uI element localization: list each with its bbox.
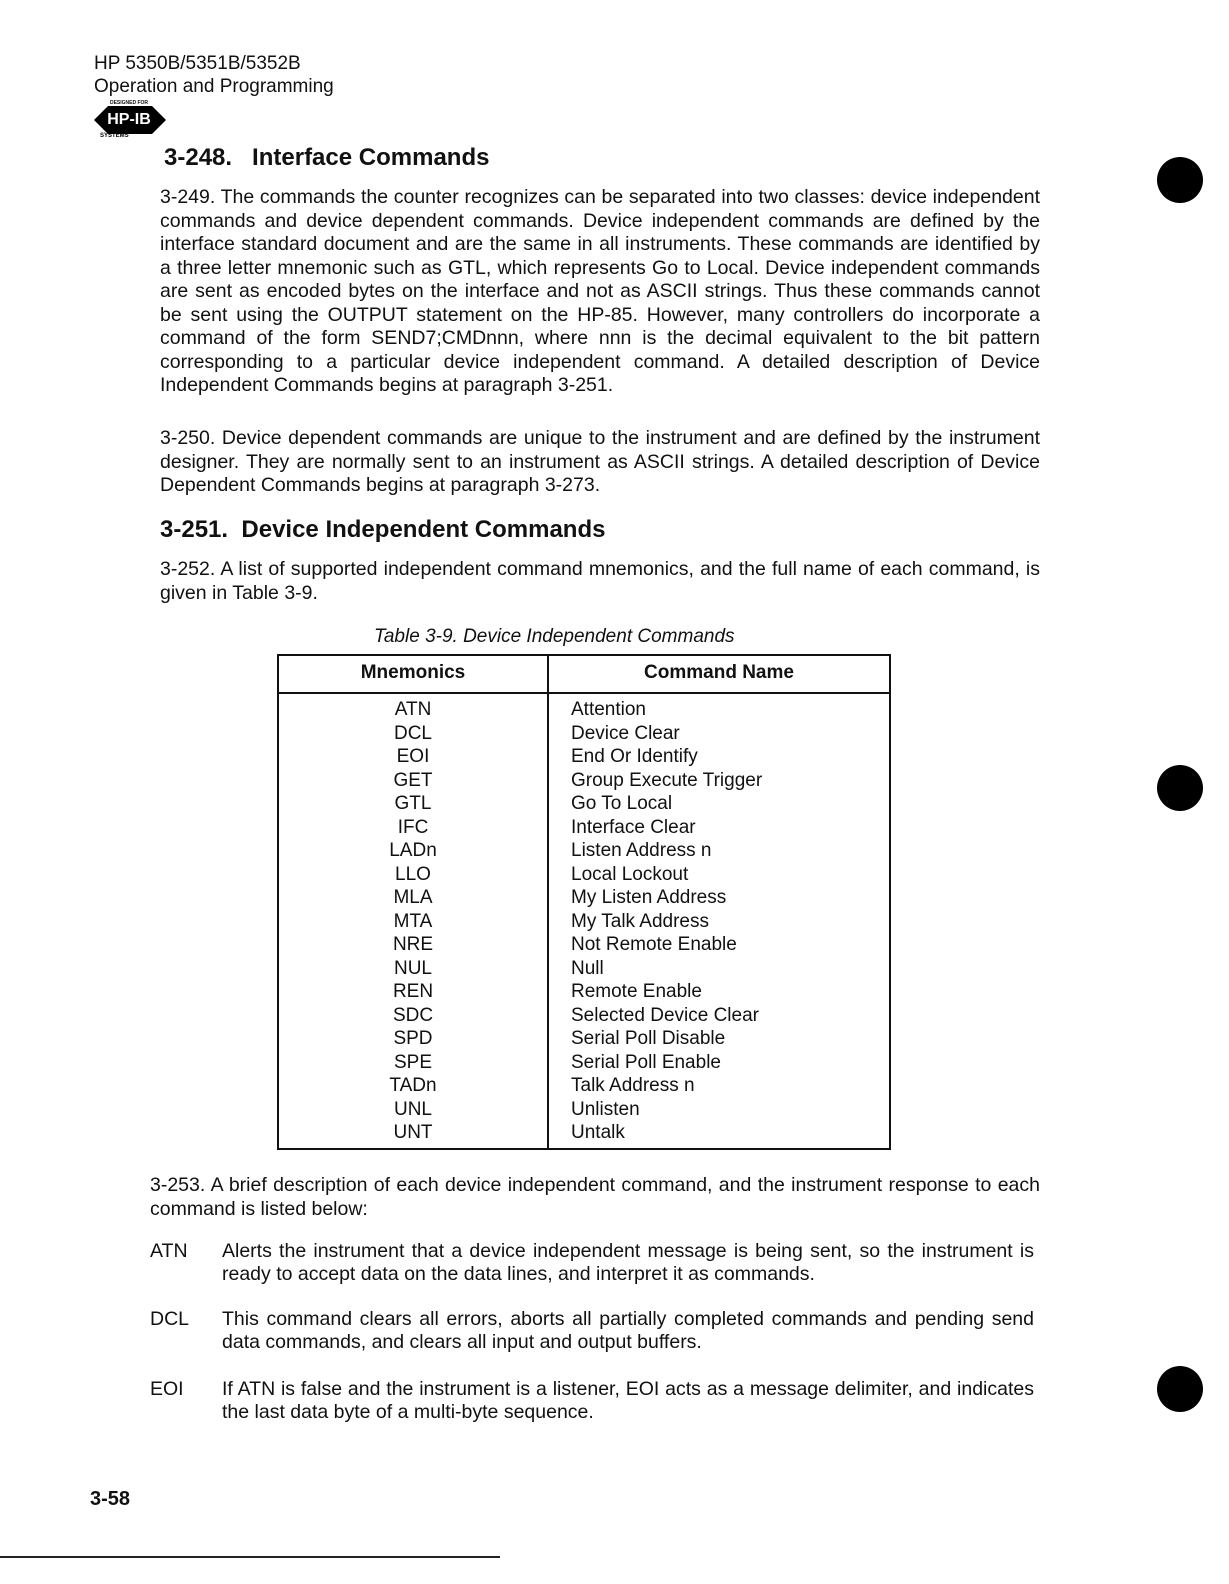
table-cell-command-name: Go To Local bbox=[571, 793, 673, 814]
table-cell-command-name: Remote Enable bbox=[571, 981, 702, 1002]
table-cell-command-name: Serial Poll Disable bbox=[571, 1028, 726, 1049]
header-rule bbox=[279, 692, 889, 694]
table-cell-command-name: End Or Identify bbox=[571, 746, 698, 767]
table-cell-command-name: Device Clear bbox=[571, 722, 680, 744]
section-heading-interface-commands: 3-248. Interface Commands bbox=[164, 144, 490, 171]
table-cell-mnemonic: LLO bbox=[395, 863, 431, 885]
column-header-command-name: Command Name bbox=[644, 662, 794, 683]
table-cell-command-name: Local Lockout bbox=[571, 863, 689, 885]
table-cell-mnemonic: UNT bbox=[393, 1122, 433, 1143]
table-cell-command-name: Interface Clear bbox=[571, 816, 696, 838]
paragraph-3-253: 3-253. A brief description of each device independent command, and the instrument response to each command is listed below: bbox=[150, 1174, 1040, 1220]
paragraph-3-252: 3-252. A list of supported independent command mnemonics, and the full name of each command, is given in Table 3-9. bbox=[160, 558, 1040, 604]
table-cell-command-name: Not Remote Enable bbox=[571, 934, 737, 955]
table-cell-mnemonic: REN bbox=[392, 981, 434, 1002]
section-heading-device-independent-commands: 3-251. Device Independent Commands bbox=[160, 516, 606, 543]
table-cell-mnemonic: IFC bbox=[397, 816, 429, 838]
paragraph-3-250: 3-250. Device dependent commands are unique to the instrument and are defined by the instrument designer. They are normally sent to an instrument as ASCII strings. A detailed description of Device Dependent Commands begins at paragraph 3-273. bbox=[160, 427, 1040, 496]
punch-hole-icon bbox=[1157, 765, 1203, 811]
device-independent-commands-table bbox=[277, 654, 891, 1150]
table-caption: Table 3-9. Device Independent Commands bbox=[374, 626, 735, 647]
punch-hole-icon bbox=[1157, 1366, 1203, 1412]
table-cell-mnemonic: SPE bbox=[393, 1051, 433, 1073]
table-cell-command-name: Unlisten bbox=[571, 1098, 640, 1120]
table-cell-command-name: Attention bbox=[571, 699, 646, 720]
table-cell-command-name: Talk Address n bbox=[571, 1075, 695, 1096]
table-cell-command-name: My Listen Address bbox=[571, 887, 727, 908]
table-cell-command-name: Untalk bbox=[571, 1122, 625, 1143]
table-cell-mnemonic: GTL bbox=[394, 793, 432, 814]
table-cell-mnemonic: LADn bbox=[389, 840, 437, 861]
definition-description: This command clears all errors, aborts all partially completed commands and pending send data commands, and clears all input and output buffers. bbox=[222, 1308, 1034, 1353]
logo-text: HP-IB bbox=[107, 111, 151, 128]
table-cell-command-name: Null bbox=[571, 957, 604, 979]
table-cell-mnemonic: GET bbox=[393, 769, 433, 791]
table-cell-mnemonic: EOI bbox=[396, 746, 430, 767]
definition-description: Alerts the instrument that a device independent message is being sent, so the instrument is ready to accept data on the data lines, and interpret it as commands. bbox=[222, 1240, 1034, 1285]
document-model: HP 5350B/5351B/5352B bbox=[94, 53, 301, 74]
table-cell-mnemonic: ATN bbox=[394, 699, 432, 720]
table-cell-mnemonic: DCL bbox=[393, 722, 432, 744]
table-cell-command-name: Serial Poll Enable bbox=[571, 1051, 721, 1073]
logo-top-text: DESIGNED FOR bbox=[109, 100, 149, 106]
definition-term: EOI bbox=[150, 1378, 184, 1400]
definition-term: ATN bbox=[150, 1240, 188, 1262]
table-cell-command-name: My Talk Address bbox=[571, 910, 709, 932]
definition-term: DCL bbox=[150, 1308, 190, 1330]
command-name-column bbox=[571, 698, 881, 1145]
table-cell-mnemonic: SDC bbox=[392, 1004, 434, 1026]
table-cell-mnemonic: UNL bbox=[393, 1098, 432, 1120]
column-header-mnemonics: Mnemonics bbox=[360, 662, 466, 683]
table-cell-mnemonic: NUL bbox=[393, 957, 432, 979]
document-subtitle: Operation and Programming bbox=[94, 76, 334, 97]
table-cell-mnemonic: TADn bbox=[389, 1075, 437, 1096]
table-cell-command-name: Selected Device Clear bbox=[571, 1004, 759, 1026]
definition-description: If ATN is false and the instrument is a listener, EOI acts as a message delimiter, and indicates the last data byte of a multi-byte sequence. bbox=[222, 1378, 1034, 1423]
mnemonics-column bbox=[279, 698, 547, 1145]
page-number: 3-58 bbox=[90, 1488, 131, 1510]
punch-hole-icon bbox=[1157, 157, 1203, 203]
logo-bottom-text: SYSTEMS bbox=[100, 133, 129, 139]
hp-ib-logo-icon bbox=[90, 100, 168, 140]
bottom-rule bbox=[0, 1556, 500, 1558]
table-cell-mnemonic: MLA bbox=[393, 887, 433, 908]
table-cell-mnemonic: NRE bbox=[392, 934, 434, 955]
table-cell-command-name: Group Execute Trigger bbox=[571, 769, 763, 791]
paragraph-3-249: 3-249. The commands the counter recognizes can be separated into two classes: device independent commands and device dependent commands. Device independent commands are defined by the interface standard document and are the same in all instruments. These commands are identified by a three letter mnemonic such as GTL, which represents Go to Local. Device independent commands are sent as encoded bytes on the interface and not as ASCII strings. Thus these commands cannot be sent using the OUTPUT statement on the HP-85. However, many controllers do incorporate a command of the form SEND7;CMDnnn, where nnn is the decimal equivalent to the bit pattern corresponding to a particular device independent command. A detailed description of Device Independent Commands begins at paragraph 3-251. bbox=[160, 186, 1040, 396]
table-cell-mnemonic: SPD bbox=[393, 1028, 433, 1049]
table-cell-mnemonic: MTA bbox=[393, 910, 433, 932]
column-divider bbox=[547, 656, 549, 1148]
table-cell-command-name: Listen Address n bbox=[571, 840, 712, 861]
